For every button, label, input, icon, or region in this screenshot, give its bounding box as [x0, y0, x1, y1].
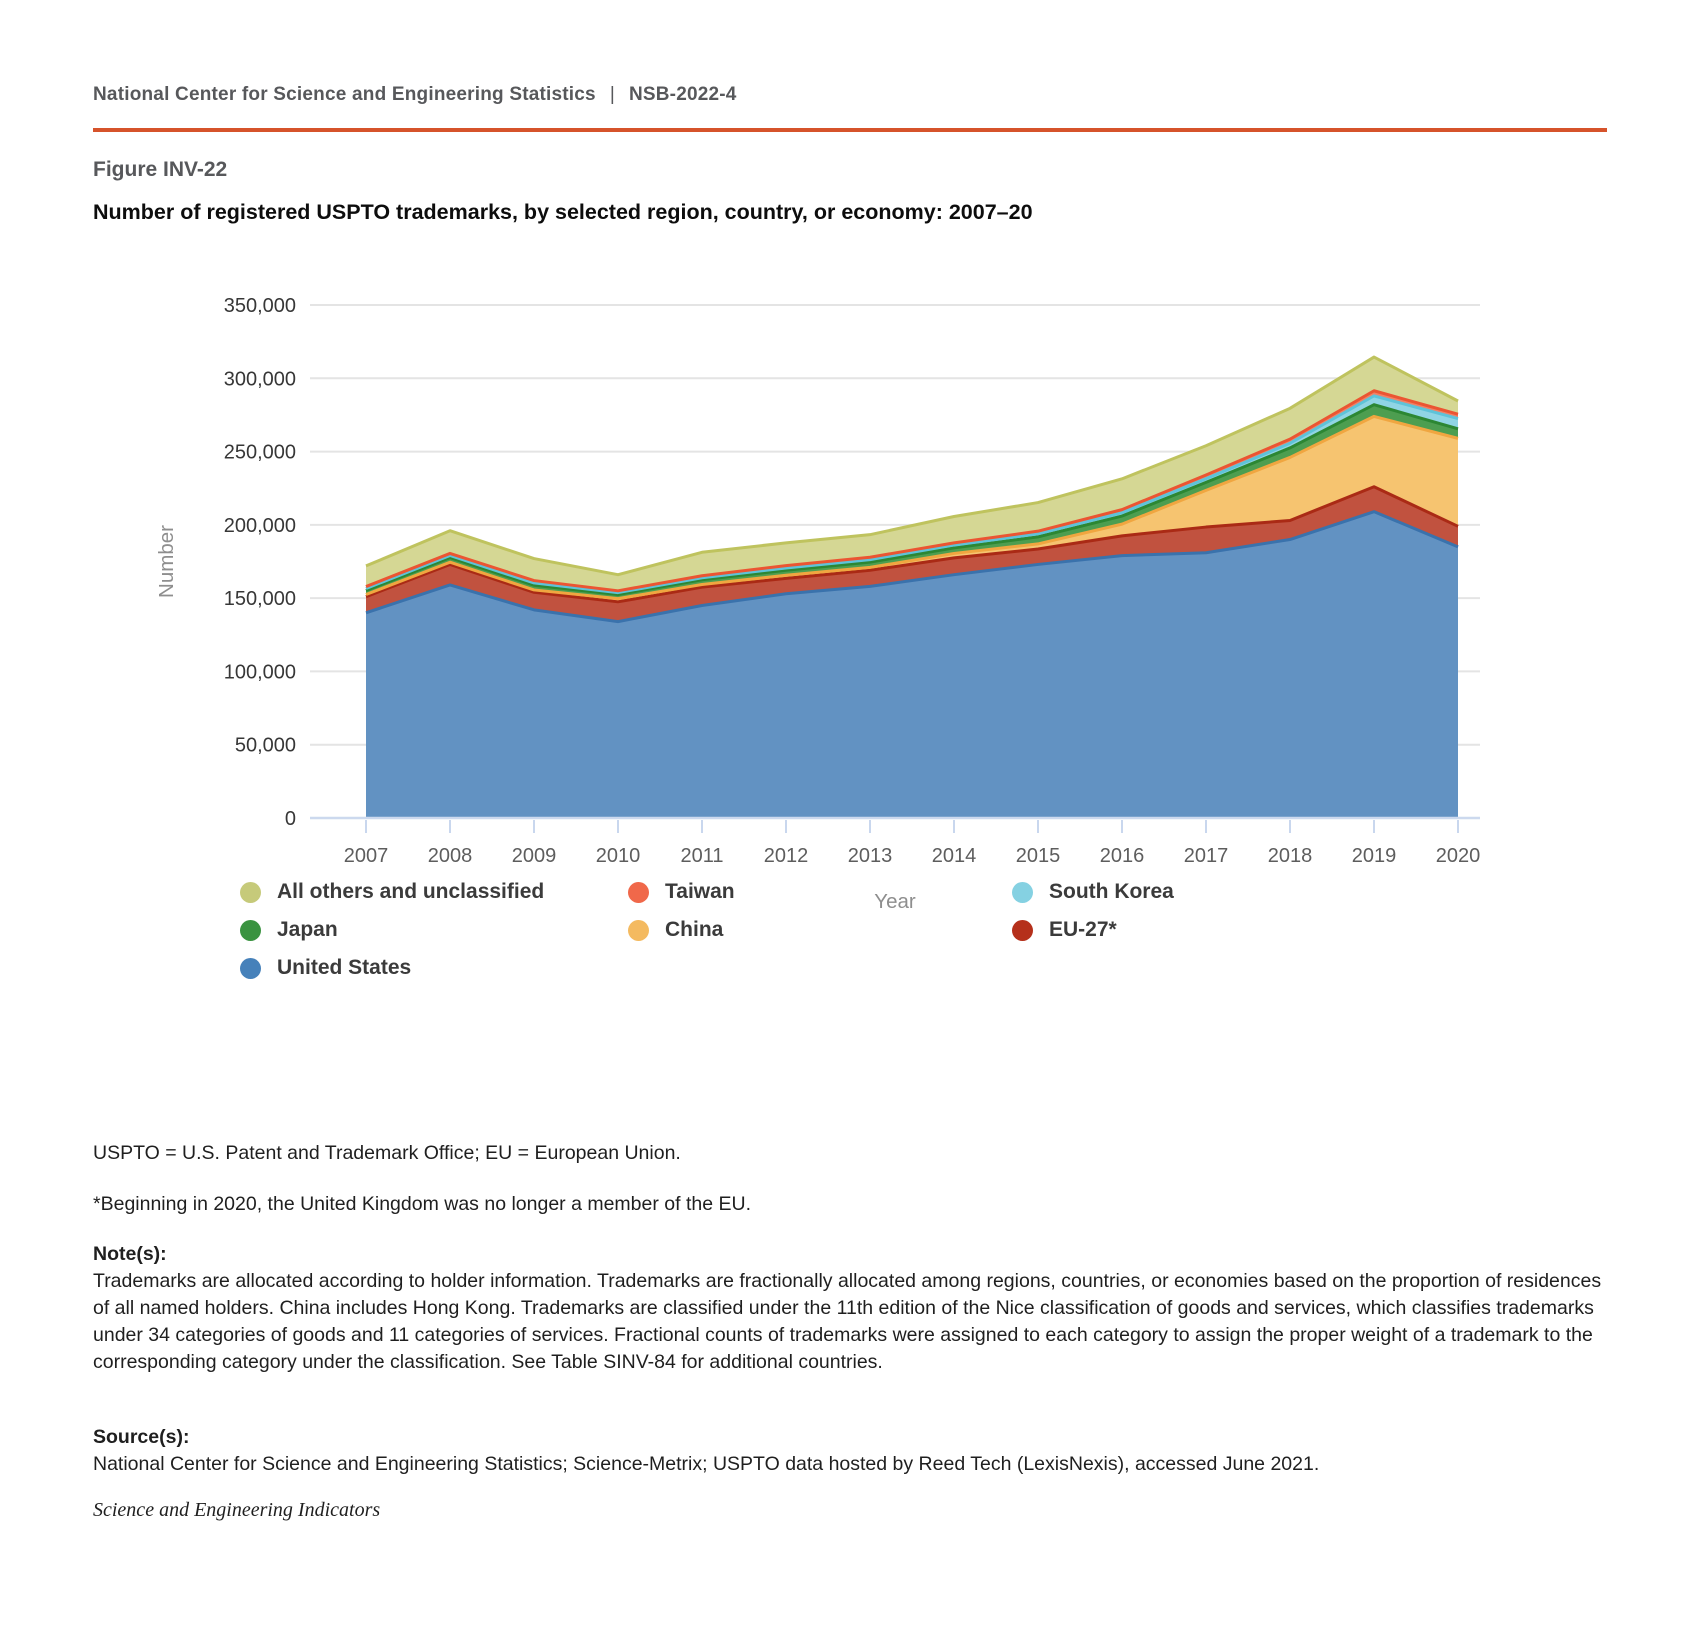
- legend-item-china: [628, 918, 723, 942]
- figure-title: Number of registered USPTO trademarks, by selected region, country, or economy: 2007–20: [93, 200, 1033, 224]
- sources-label: Source(s):: [93, 1426, 190, 1448]
- sources-text: National Center for Science and Engineering Statistics; Science-Metrix; USPTO data hosted by Reed Tech (LexisNexis), accessed June 2021.: [93, 1453, 1320, 1475]
- publication-footer: Science and Engineering Indicators: [93, 1499, 381, 1521]
- y-tick-label: 50,000: [234, 734, 296, 757]
- accent-rule: [93, 128, 1607, 132]
- x-axis-title: Year: [874, 890, 916, 913]
- notes-label: Note(s):: [93, 1243, 167, 1265]
- legend-label-japan: Japan: [277, 918, 338, 941]
- figure-label: Figure INV-22: [93, 158, 228, 181]
- legend-label-taiwan: Taiwan: [665, 880, 735, 903]
- legend-item-taiwan: [628, 880, 735, 904]
- y-tick-label: 150,000: [223, 588, 296, 611]
- org-name: National Center for Science and Engineering Statistics: [93, 84, 596, 105]
- y-tick-label: 250,000: [223, 441, 296, 464]
- chart-area: [0, 255, 1699, 935]
- report-header: [93, 84, 737, 106]
- x-tick-label: 2011: [680, 845, 724, 867]
- x-tick-label: 2017: [1183, 845, 1229, 867]
- x-tick-label: 2009: [511, 845, 557, 867]
- legend-swatch-taiwan: [628, 882, 649, 903]
- legend-item-united-states: [240, 956, 411, 980]
- header-separator: |: [609, 84, 615, 105]
- legend-swatch-japan: [240, 920, 261, 941]
- y-tick-label: 0: [284, 808, 296, 830]
- x-tick-label: 2018: [1267, 845, 1313, 867]
- legend-item-eu27: [1012, 918, 1117, 942]
- x-tick-label: 2015: [1015, 845, 1061, 867]
- y-tick-label: 350,000: [223, 295, 296, 317]
- legend-item-all-others: [240, 880, 544, 904]
- x-tick-label: 2008: [427, 845, 473, 867]
- legend-label-united-states: United States: [277, 956, 412, 979]
- x-tick-label: 2013: [847, 845, 893, 867]
- legend-label-all-others: All others and unclassified: [277, 880, 545, 903]
- legend-swatch-all-others: [240, 882, 261, 903]
- legend-label-eu27: EU-27*: [1049, 918, 1117, 941]
- x-tick-label: 2007: [343, 845, 389, 867]
- asterisk-note: *Beginning in 2020, the United Kingdom was no longer a member of the EU.: [93, 1193, 751, 1215]
- x-tick-label: 2010: [595, 845, 641, 867]
- legend-swatch-eu27: [1012, 920, 1033, 941]
- x-tick-label: 2012: [763, 845, 809, 867]
- legend-swatch-united-states: [240, 958, 261, 979]
- x-tick-label: 2014: [931, 845, 977, 867]
- y-tick-label: 100,000: [223, 661, 296, 684]
- notes-text: Trademarks are allocated according to holder information. Trademarks are fractionally allocated among regions, countries, or economies based on the proportion of residences of all named holders. China includes Hong Kong. Trademarks are classified under the 11th edition of the Nice classification of goods and services, which classifies trademarks under 34 categories of goods and 11 categories of services. Fractional counts of trademarks were assigned to each category to assign the proper weight of a trademark to the corresponding category under the classification. See Table SINV-84 for additional countries.: [93, 1270, 1602, 1373]
- y-tick-label: 300,000: [223, 368, 296, 391]
- x-tick-label: 2019: [1351, 845, 1397, 867]
- legend-swatch-south-korea: [1012, 882, 1033, 903]
- y-axis-title: Number: [155, 525, 178, 598]
- legend-item-south-korea: [1012, 880, 1174, 904]
- abbreviation-note: USPTO = U.S. Patent and Trademark Office; EU = European Union.: [93, 1142, 681, 1164]
- trademarks-stacked-area-chart: [0, 255, 1699, 935]
- legend-label-china: China: [665, 918, 724, 941]
- x-tick-label: 2016: [1099, 845, 1145, 867]
- legend-swatch-china: [628, 920, 649, 941]
- x-tick-label: 2020: [1435, 845, 1481, 867]
- report-id: NSB-2022-4: [628, 84, 737, 105]
- legend-item-japan: [240, 918, 338, 942]
- legend-label-south-korea: South Korea: [1049, 880, 1174, 903]
- y-tick-label: 200,000: [223, 514, 296, 537]
